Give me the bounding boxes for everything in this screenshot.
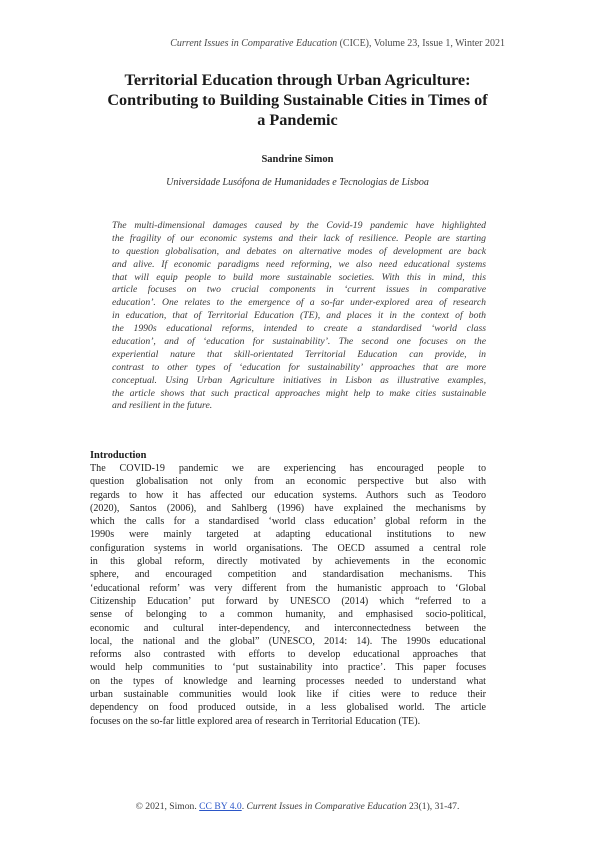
body-line: sphere, and encouraged competition and standardisation mechanisms. This [90,569,486,581]
body-line: 1990s were mainly targeted at adapting educational institutions to new [90,529,486,541]
abstract-line: the article shows that such practical approaches might help to make cities sustainable [112,387,486,399]
body-paragraph [90,462,486,728]
body-line: regards to how it has affected our education systems. Authors such as Teodoro [90,489,486,501]
abstract-line: to question globalisation, and debates on alternative modes of development are back [112,245,486,257]
body-line: economic and cultural inter-dependency, and interconnectedness between the [90,622,486,634]
body-line: in this global reform, directly motivated by achievements in the economic [90,556,486,568]
body-line: which the calls for a standardised ‘world class education’ global reform in the [90,516,486,528]
citation-footer [90,801,505,812]
abstract-line: education’, and of ‘education for sustainability’. The second one focuses on the [112,336,486,348]
abstract-line: in education, that of Territorial Education (TE), and places it in the context of both [112,310,486,322]
abstract-line: article focuses on two crucial components in ‘current issues in comparative [112,284,486,296]
body-line: configuration systems in world organisations. The OECD assumed a central role [90,542,486,554]
header-issue-details: (CICE), Volume 23, Issue 1, Winter 2021 [337,38,505,49]
body-line: focuses on the so-far little explored area of research in Territorial Education (TE). [90,715,421,727]
abstract-line: the fragility of our economic systems and their lack of resilience. People are starting [112,232,486,244]
title-line: Territorial Education through Urban Agriculture: [124,71,471,89]
body-line: reforms also contrasted with efforts to develop educational approaches that [90,649,486,661]
body-line: urban sustainable communities would look like if cities were to reduce their [90,689,486,701]
copyright-text: © 2021, Simon. [135,801,200,812]
body-line: Citizenship Education’ put forward by UNESCO (2014) which “referred to a [90,595,486,607]
author-affiliation: Universidade Lusófona de Humanidades e Tecnologias de Lisboa [166,177,429,188]
abstract-line: contrast to other types of ‘education for sustainability’ approaches that are more [112,361,486,373]
body-line: sense of belonging to a common humanity, and emphasised socio-political, [90,609,486,621]
abstract-line: experiential nature that skill-orientated Territorial Education can provide, in [112,348,486,360]
section-heading: Introduction [90,450,147,461]
abstract-line: the 1990s educational reforms, intended to create a standardised ‘world class [112,323,486,335]
body-line: The COVID-19 pandemic we are experiencing has encouraged people to [90,463,486,474]
running-header [170,38,505,49]
title-line: Contributing to Building Sustainable Cities in Times of [107,91,488,109]
abstract-line: and alive. If economic paradigms need reforming, we also need educational systems [112,258,486,270]
body-line: (2020), Santos (2006), and Sahlberg (1996) have explained the mechanisms by [90,502,486,514]
article-title [90,70,505,130]
header-journal-name: Current Issues in Comparative Education [170,38,338,49]
body-line: question globalisation not only from an economic perspective but also with [90,476,486,488]
abstract-line: and resilient in the future. [112,400,213,412]
license-link[interactable]: CC BY 4.0 [199,801,242,812]
footer-citation: 23(1), 31-47. [406,801,460,812]
abstract-line: that will equip people to build more sustainable societies. With this in mind, this [112,271,486,283]
abstract [112,220,486,413]
footer-separator: . [241,801,247,812]
body-line: would help communities to ‘put sustainability into practice’. This paper focuses [90,662,486,674]
body-line: local, the national and the global” (UNESCO, 2014: 14). The 1990s educational [90,635,486,647]
body-line: on the types of knowledge and learning processes needed to understand what [90,675,486,687]
author-name: Sandrine Simon [261,154,334,165]
body-line: dependency on food produced outside, in a less globalised world. The article [90,702,486,714]
abstract-line: education’. One relates to the emergence of a so-far under-explored area of research [112,297,486,309]
footer-journal-name: Current Issues in Comparative Education [246,801,407,812]
title-line: a Pandemic [257,111,338,129]
body-line: ‘educational reform’ was very different from the humanistic approach to ‘Global [90,582,486,594]
abstract-line: conceptual. Using Urban Agriculture initiatives in Lisbon as illustrative examples, [112,374,486,386]
abstract-line: The multi-dimensional damages caused by the Covid-19 pandemic have highlighted [112,220,486,231]
